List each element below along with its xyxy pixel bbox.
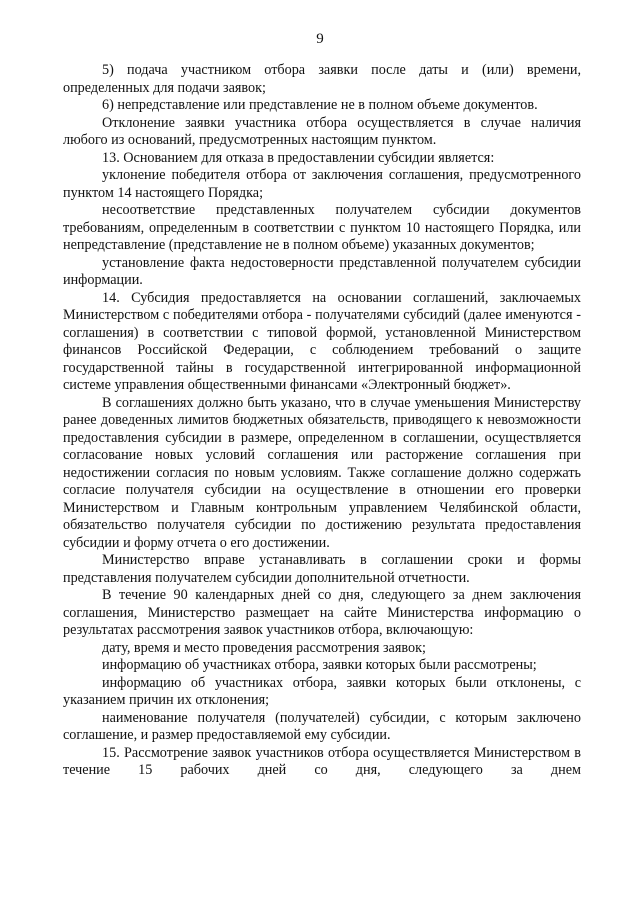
paragraph-13: 13. Основанием для отказа в предоставлении субсидии является: xyxy=(102,149,495,166)
paragraph-recipient-name: наименование получателя (получателей) субсидии, с которым заключено соглашение, и размер предоставляемой ему субсидии. xyxy=(63,709,581,743)
paragraph-reporting: Министерство вправе устанавливать в соглашении сроки и формы представления получателем субсидии дополнительной отчетности. xyxy=(63,552,581,586)
paragraph-unreliable-info: установление факта недостоверности представленной получателем субсидии информации. xyxy=(63,254,581,288)
paragraph-14: 14. Субсидия предоставляется на основании соглашений, заключаемых Министерством с победителями отбора - получателями субсидий (далее именуются - соглашения) в соответствии с типовой формой, установленной Министерством финансов Российской Федерации, с соблюдением требований о защите государственной тайны в государственной интегрированной информационной системе управления общественными финансами «Электронный бюджет». xyxy=(63,289,581,393)
paragraph-rejected: информацию об участниках отбора, заявки которых были отклонены, с указанием причин их отклонения; xyxy=(63,674,581,708)
paragraph-90-days: В течение 90 календарных дней со дня, следующего за днем заключения соглашения, Министерство размещает на сайте Министерства информацию о результатах рассмотрения заявок участников отбора, включающую: xyxy=(63,587,581,638)
paragraph-item-5: 5) подача участником отбора заявки после даты и (или) времени, определенных для подачи заявок; xyxy=(63,62,581,96)
paragraph-evasion: уклонение победителя отбора от заключения соглашения, предусмотренного пунктом 14 настоящего Порядка; xyxy=(63,167,581,201)
paragraph-item-6: 6) непредставление или представление не в полном объеме документов. xyxy=(102,97,538,113)
paragraph-date-time: дату, время и место проведения рассмотрения заявок; xyxy=(102,639,426,656)
page-number: 9 xyxy=(316,31,324,47)
document-body xyxy=(63,62,581,780)
paragraph-rejection: Отклонение заявки участника отбора осуществляется в случае наличия любого из оснований, предусмотренных настоящим пунктом. xyxy=(63,114,581,148)
paragraph-15: 15. Рассмотрение заявок участников отбора осуществляется Министерством в течение 15 рабочих дней со дня, следующего за днем xyxy=(63,744,581,778)
paragraph-reviewed: информацию об участниках отбора, заявки которых были рассмотрены; xyxy=(102,657,537,673)
paragraph-noncompliance: несоответствие представленных получателем субсидии документов требованиям, определенным в соответствии с пунктом 10 настоящего Порядка, или непредставление (представление не в полном объеме) указанных документов; xyxy=(63,202,581,253)
paragraph-agreements: В соглашениях должно быть указано, что в случае уменьшения Министерству ранее доведенных лимитов бюджетных обязательств, приводящего к невозможности предоставления субсидии в размере, определенном в соглашении, осуществляется согласование новых условий соглашения или расторжение соглашения при недостижении согласия по новым условиям. Также соглашение должно содержать согласие получателя субсидии на осуществление в отношении его проверки Министерством и Главным контрольным управлением Челябинской области, обязательство получателя субсидии по достижению результата предоставления субсидии и форму отчета о его достижении. xyxy=(63,394,581,551)
